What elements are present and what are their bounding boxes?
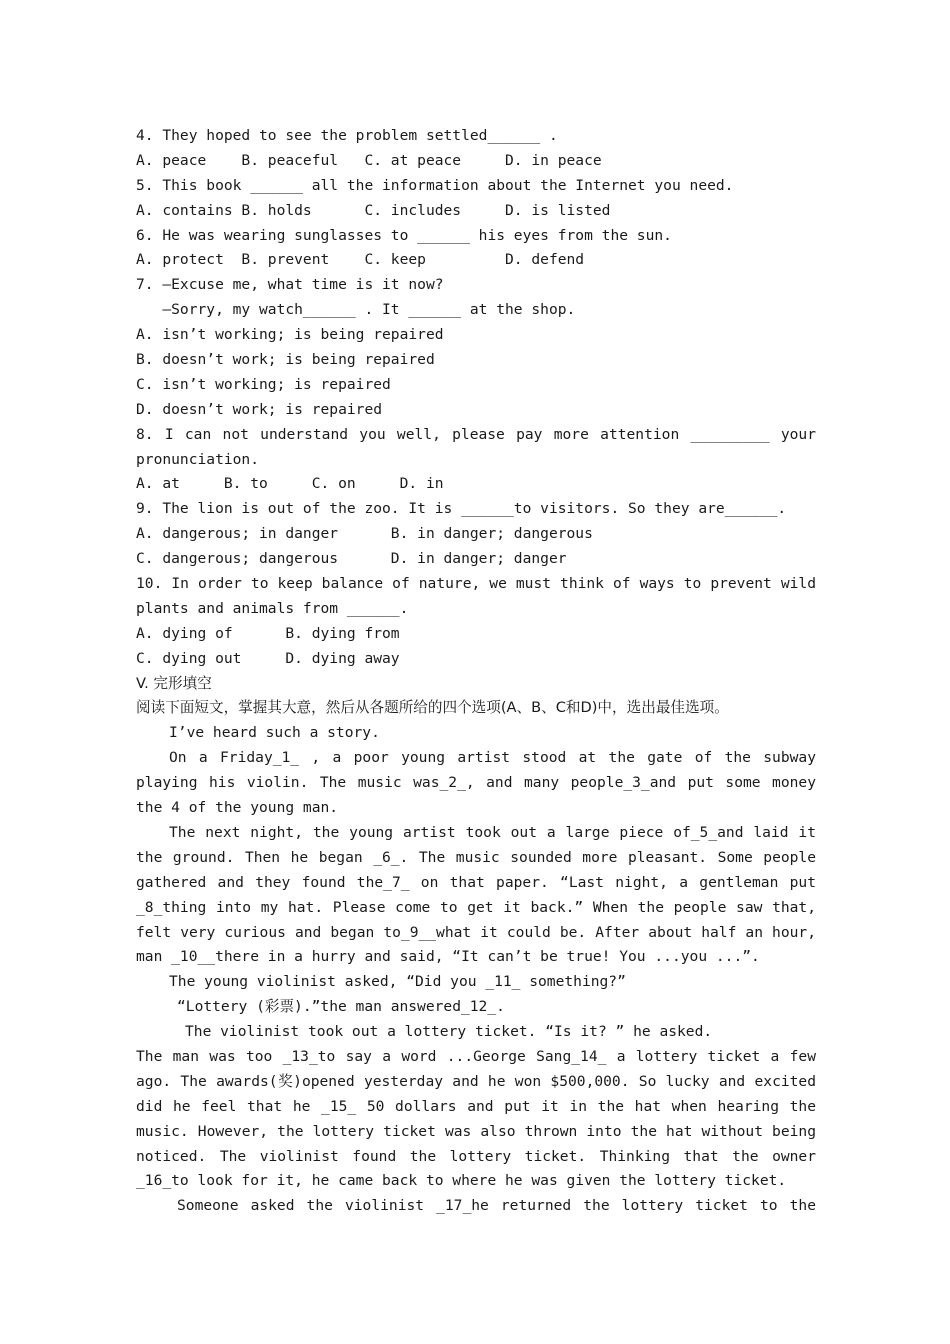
question-5-options: A. contains B. holds C. includes D. is listed bbox=[136, 201, 611, 219]
question-4: 4. They hoped to see the problem settled______ . bbox=[136, 127, 558, 144]
passage-line-12: “Lottery (彩票).”the man answered_12_. bbox=[177, 998, 505, 1016]
passage-line-8: _8_thing into my hat. Please come to get it back.” When the people saw that, bbox=[136, 898, 816, 916]
passage-line-1: I’ve heard such a story. bbox=[169, 724, 380, 742]
passage-line-10: man _10__there in a hurry and said, “It can’t be true! You ...you ...”. bbox=[136, 948, 760, 966]
question-8-line-2: pronunciation. bbox=[136, 450, 260, 468]
passage-line-11: The young violinist asked, “Did you _11_ something?” bbox=[169, 973, 626, 991]
passage-line-20: Someone asked the violinist _17_he returned the lottery ticket to the bbox=[177, 1197, 816, 1215]
document-page bbox=[136, 124, 816, 1219]
passage-line-5: The next night, the young artist took out a large piece of_5_and laid it bbox=[169, 823, 816, 841]
question-7-option-c: C. isn’t working; is repaired bbox=[136, 375, 391, 393]
question-6: 6. He was wearing sunglasses to ______ his eyes from the sun. bbox=[136, 226, 672, 244]
question-8-options: A. at B. to C. on D. in bbox=[136, 475, 444, 493]
question-4-options: A. peace B. peaceful C. at peace D. in peace bbox=[136, 151, 602, 169]
passage-line-9: felt very curious and began to_9__what it could be. After about half an hour, bbox=[136, 923, 816, 941]
question-9-options-1: A. dangerous; in danger B. in danger; dangerous bbox=[136, 525, 593, 543]
question-9-options-2: C. dangerous; dangerous D. in danger; danger bbox=[136, 550, 567, 568]
question-8-line-1: 8. I can not understand you well, please pay more attention _________ your bbox=[136, 425, 816, 443]
passage-line-7: gathered and they found the_7_ on that paper. “Last night, a gentleman put bbox=[136, 873, 816, 891]
question-7-line-2: —Sorry, my watch______ . It ______ at the shop. bbox=[136, 301, 576, 319]
question-9: 9. The lion is out of the zoo. It is ______to visitors. So they are______. bbox=[136, 500, 787, 518]
passage-line-19: _16_to look for it, he came back to where he was given the lottery ticket. bbox=[136, 1172, 787, 1190]
passage-line-14: The man was too _13_to say a word ...George Sang_14_ a lottery ticket a few bbox=[136, 1047, 816, 1065]
passage-line-16: did he feel that he _15_ 50 dollars and put it in the hat when hearing the bbox=[136, 1097, 816, 1115]
question-10-options-1: A. dying of B. dying from bbox=[136, 624, 400, 642]
section-heading: V. 完形填空 bbox=[136, 674, 212, 692]
question-7-option-a: A. isn’t working; is being repaired bbox=[136, 326, 444, 344]
passage-line-17: music. However, the lottery ticket was also thrown into the hat without being bbox=[136, 1122, 816, 1140]
passage-line-3: playing his violin. The music was_2_, and many people_3_and put some money bbox=[136, 774, 816, 792]
question-7-option-b: B. doesn’t work; is being repaired bbox=[136, 351, 435, 369]
passage-line-18: noticed. The violinist found the lottery ticket. Thinking that the owner bbox=[136, 1147, 816, 1165]
passage-line-13: The violinist took out a lottery ticket. “Is it? ” he asked. bbox=[185, 1023, 713, 1041]
passage-line-6: the ground. Then he began _6_. The music sounded more pleasant. Some people bbox=[136, 848, 816, 866]
question-5: 5. This book ______ all the information about the Internet you need. bbox=[136, 176, 734, 194]
question-10-options-2: C. dying out D. dying away bbox=[136, 649, 400, 667]
question-10-line-1: 10. In order to keep balance of nature, we must think of ways to prevent wild bbox=[136, 575, 816, 593]
question-7-option-d: D. doesn’t work; is repaired bbox=[136, 400, 383, 418]
passage-line-4: the 4 of the young man. bbox=[136, 799, 339, 817]
question-10-line-2: plants and animals from ______. bbox=[136, 599, 409, 617]
section-instruction: 阅读下面短文，掌握其大意，然后从各题所给的四个选项(A、B、C和D)中，选出最佳选项。 bbox=[136, 699, 729, 717]
question-6-options: A. protect B. prevent C. keep D. defend bbox=[136, 251, 585, 269]
question-7-line-1: 7. —Excuse me, what time is it now? bbox=[136, 276, 444, 294]
passage-line-15: ago. The awards(奖)opened yesterday and he won $500,000. So lucky and excited bbox=[136, 1072, 816, 1090]
passage-line-2: On a Friday_1_ , a poor young artist stood at the gate of the subway bbox=[169, 749, 816, 767]
